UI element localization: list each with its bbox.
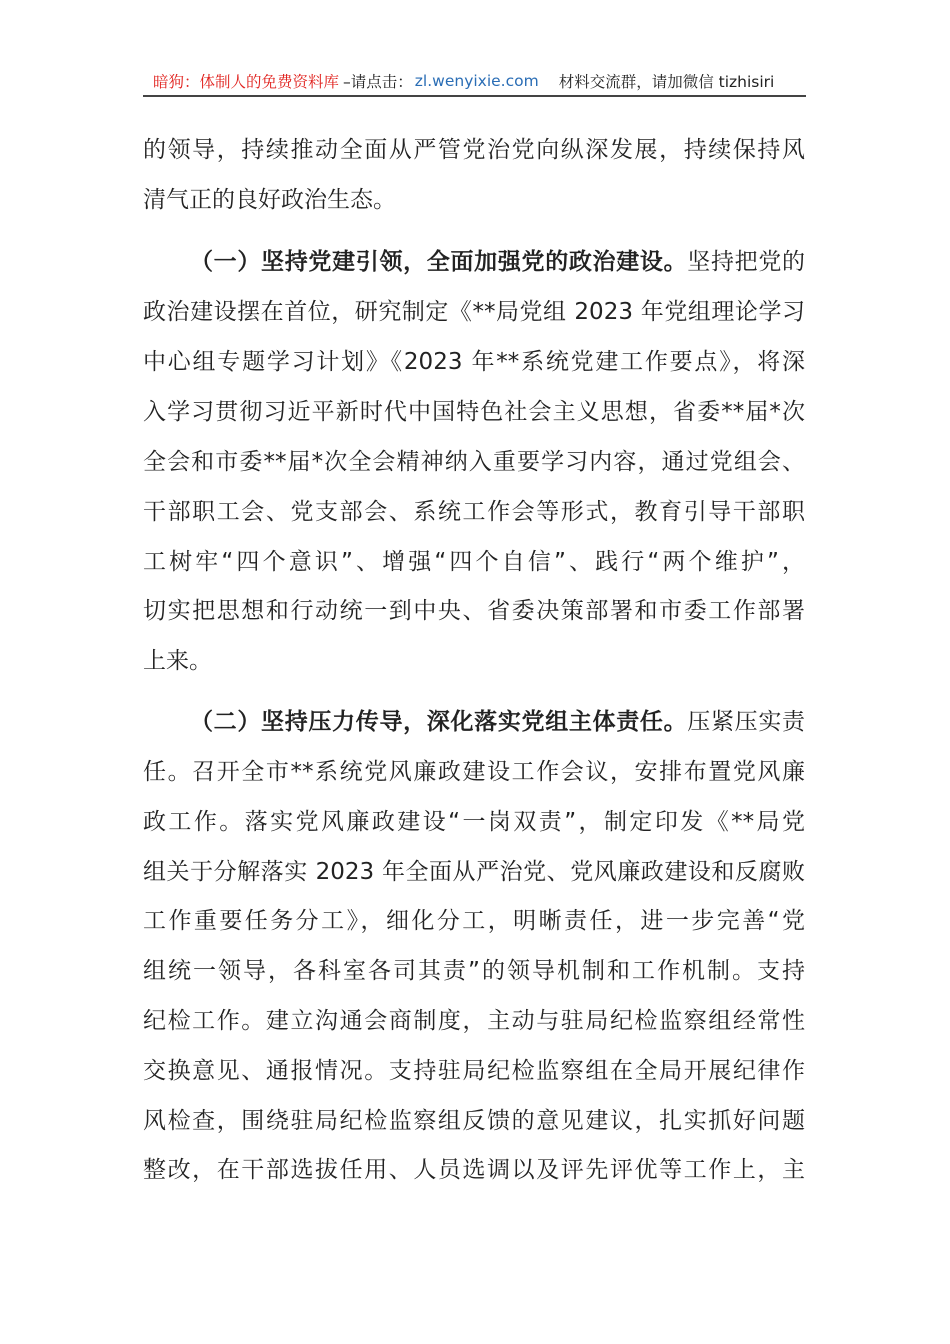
text-line [143, 397, 805, 427]
section-heading: （二）坚持压力传导，深化落实党组主体责任。 [190, 709, 688, 735]
text-line [143, 857, 805, 887]
text-line [190, 707, 805, 737]
line-text: 任。召开全市**系统党风廉政建设工作会议，安排布置党风廉 [143, 759, 805, 785]
text-line [143, 1155, 805, 1185]
line-text: 切实把思想和行动统一到中央、省委决策部署和市委工作部署 [143, 598, 805, 624]
text-line [143, 447, 805, 477]
line-text: 压紧压实责 [687, 709, 805, 735]
line-text: 工树牢“四个意识”、增强“四个自信”、践行“两个维护”， [143, 549, 805, 575]
line-text: 中心组专题学习计划》《2023 年**系统党建工作要点》，将深 [143, 349, 805, 375]
line-text: 政治建设摆在首位，研究制定《**局党组 2023 年党组理论学习 [143, 299, 805, 325]
line-text: 组关于分解落实 2023 年全面从严治党、党风廉政建设和反腐败 [143, 859, 805, 885]
line-text: 组统一领导，各科室各司其责”的领导机制和工作机制。支持 [143, 958, 805, 984]
text-line [143, 297, 805, 327]
text-line [143, 956, 805, 986]
header-link[interactable]: zl.wenyixie.com [414, 72, 539, 90]
line-text: 清气正的良好政治生态。 [143, 187, 396, 213]
text-line [143, 1056, 805, 1086]
text-line [143, 347, 805, 377]
header-prompt: –请点击： [343, 73, 413, 91]
text-line [143, 807, 805, 837]
header-brand: 暗狗：体制人的免费资料库 [153, 73, 340, 91]
line-text: 纪检工作。建立沟通会商制度，主动与驻局纪检监察组经常性 [143, 1008, 805, 1034]
section-heading: （一）坚持党建引领，全面加强党的政治建设。 [190, 249, 688, 275]
line-text: 入学习贯彻习近平新时代中国特色社会主义思想，省委**届*次 [143, 399, 805, 425]
text-line [143, 906, 805, 936]
line-text: 整改，在干部选拔任用、人员选调以及评先评优等工作上，主 [143, 1157, 805, 1183]
line-text: 全会和市委**届*次全会精神纳入重要学习内容，通过党组会、 [143, 449, 805, 475]
text-line [143, 185, 805, 215]
text-line [190, 247, 805, 277]
text-line [143, 497, 805, 527]
text-line [143, 646, 805, 676]
line-text: 交换意见、通报情况。支持驻局纪检监察组在全局开展纪律作 [143, 1058, 805, 1084]
line-text: 坚持把党的 [687, 249, 805, 275]
line-text: 上来。 [143, 648, 212, 674]
text-line [143, 1006, 805, 1036]
page-header [143, 68, 805, 94]
text-line [143, 1106, 805, 1136]
line-text: 工作重要任务分工》，细化分工，明晰责任，进一步完善“党 [143, 908, 805, 934]
line-text: 的领导，持续推动全面从严管党治党向纵深发展，持续保持风 [143, 137, 805, 163]
line-text: 风检查，围绕驻局纪检监察组反馈的意见建议，扎实抓好问题 [143, 1108, 805, 1134]
text-line [143, 596, 805, 626]
header-contact: 材料交流群，请加微信 tizhisiri [558, 73, 775, 91]
text-line [143, 757, 805, 787]
line-text: 政工作。落实党风廉政建设“一岗双责”，制定印发《**局党 [143, 809, 805, 835]
text-line [143, 135, 805, 165]
header-rule [143, 95, 806, 97]
text-line [143, 547, 805, 577]
line-text: 干部职工会、党支部会、系统工作会等形式，教育引导干部职 [143, 499, 805, 525]
